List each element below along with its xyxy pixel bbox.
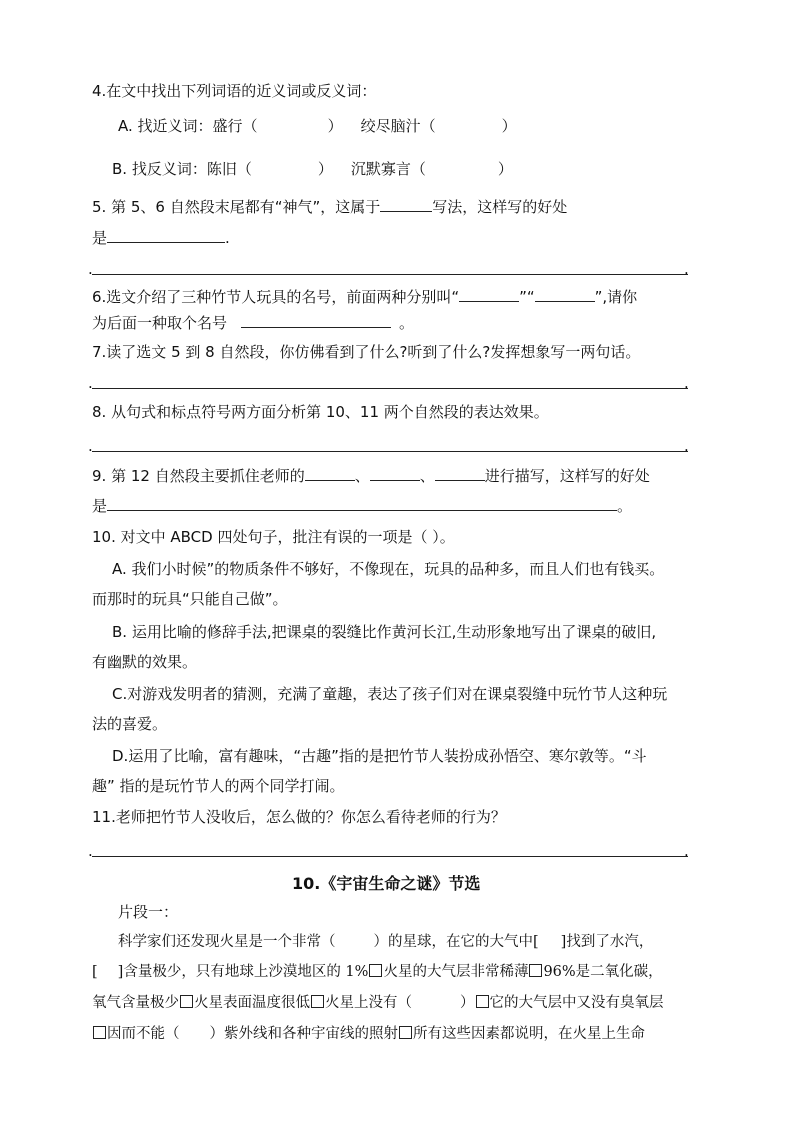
passage-4c: 所有这些因素都说明，在火星上生命 bbox=[413, 1026, 645, 1042]
q4a-word2: 绞尽脑汁（ bbox=[360, 117, 436, 135]
q4a-label: A. 找近义词： bbox=[118, 117, 213, 135]
q9-text-a: 9. 第 12 自然段主要抓住老师的 bbox=[92, 467, 305, 485]
passage-2d: 96%是二氧化碳， bbox=[543, 964, 663, 980]
q5-blank2[interactable] bbox=[107, 227, 225, 243]
q5-end: . bbox=[225, 229, 230, 247]
q5-text-c: 是 bbox=[92, 229, 108, 247]
q10-option-a-line2: 而那时的玩具“只能自己做”。 bbox=[92, 590, 288, 608]
q10-option-c-line2: 法的喜爱。 bbox=[92, 715, 168, 733]
q11-answer-dot-right: . bbox=[684, 842, 689, 860]
question-4-a bbox=[118, 115, 517, 137]
question-11-stem: 11.老师把竹节人没收后，怎么做的？你怎么看待老师的行为？ bbox=[92, 808, 506, 826]
question-5-line1 bbox=[92, 196, 567, 218]
passage-line-4 bbox=[92, 1023, 645, 1045]
punctuation-box[interactable] bbox=[399, 1026, 412, 1039]
q11-answer-line[interactable] bbox=[92, 856, 688, 857]
q5-answer-line[interactable] bbox=[92, 274, 688, 275]
q8-answer-dot-left: . bbox=[88, 437, 93, 455]
q9-blank1[interactable] bbox=[305, 465, 355, 481]
q9-sep2: 、 bbox=[419, 467, 435, 485]
q5-answer-dot-left: . bbox=[88, 260, 93, 278]
passage-3d: ） bbox=[460, 995, 475, 1011]
q8-answer-line[interactable] bbox=[92, 451, 688, 452]
passage-2c: 火星的大气层非常稀薄 bbox=[383, 964, 529, 980]
passage-3a: 氧气含量极少 bbox=[92, 995, 179, 1011]
q9-blank4[interactable] bbox=[107, 495, 617, 511]
q7-answer-dot-right: . bbox=[684, 374, 689, 392]
q6-end: 。 bbox=[399, 314, 415, 332]
q9-text-c: 是 bbox=[92, 497, 108, 515]
passage-1b: ）的星球，在它的大气中[ bbox=[373, 934, 539, 950]
q6-blank3[interactable] bbox=[241, 312, 391, 328]
passage-3c: 火星上没有（ bbox=[325, 995, 412, 1011]
q11-answer-dot-left: . bbox=[88, 842, 93, 860]
passage-line-1 bbox=[118, 931, 653, 953]
passage-3e: 它的大气层中又没有臭氧层 bbox=[489, 995, 664, 1011]
q6-blank2[interactable] bbox=[535, 286, 595, 302]
punctuation-box[interactable] bbox=[93, 1026, 106, 1039]
fragment-label: 片段一： bbox=[118, 903, 179, 921]
question-7-stem: 7.读了选文 5 到 8 自然段，你仿佛看到了什么?听到了什么?发挥想象写一两句话。 bbox=[92, 343, 641, 361]
q4b-label: B. 找反义词： bbox=[112, 160, 207, 178]
q4b-word1: 陈旧（ bbox=[206, 160, 252, 178]
punctuation-box[interactable] bbox=[476, 995, 489, 1008]
q10-option-b-line2: 有幽默的效果。 bbox=[92, 653, 198, 671]
q6-text-a: 6.选文介绍了三种竹节人玩具的名号，前面两种分别叫“ bbox=[92, 288, 460, 306]
passage-line-2 bbox=[92, 961, 663, 983]
passage-1a: 科学家们还发现火星是一个非常（ bbox=[118, 934, 336, 950]
q6-text-d: 为后面一种取个名号 bbox=[92, 314, 228, 332]
q10-option-d-line1: D.运用了比喻，富有趣味，“古趣”指的是把竹节人装扮成孙悟空、寒尔敦等。“斗 bbox=[112, 747, 647, 765]
q10-option-d-line2: 趣” 指的是玩竹节人的两个同学打闹。 bbox=[92, 777, 345, 795]
question-6-line2 bbox=[92, 312, 414, 334]
question-9-line1 bbox=[92, 465, 650, 487]
q5-answer-dot-right: . bbox=[684, 260, 689, 278]
punctuation-box[interactable] bbox=[311, 995, 324, 1008]
passage-2a: [ bbox=[92, 964, 98, 980]
q9-sep1: 、 bbox=[354, 467, 370, 485]
passage-2b: ]含量极少，只有地球上沙漠地区的 1% bbox=[117, 964, 369, 980]
punctuation-box[interactable] bbox=[180, 995, 193, 1008]
passage-3b: 火星表面温度很低 bbox=[194, 995, 310, 1011]
section-title: 10.《宇宙生命之谜》节选 bbox=[292, 874, 481, 893]
q5-blank1[interactable] bbox=[380, 196, 432, 212]
q5-text-b: 写法，这样写的好处 bbox=[432, 198, 568, 216]
question-9-line2 bbox=[92, 495, 632, 517]
q5-text-a: 5. 第 5、6 自然段末尾都有“神气”，这属于 bbox=[92, 198, 381, 216]
passage-1c: ]找到了水汽， bbox=[560, 934, 654, 950]
q7-answer-dot-left: . bbox=[88, 374, 93, 392]
question-10-stem: 10. 对文中 ABCD 四处句子，批注有误的一项是（ ）。 bbox=[92, 528, 455, 546]
q10-option-a-line1: A. 我们小时候”的物质条件不够好，不像现在，玩具的品种多，而且人们也有钱买。 bbox=[112, 560, 665, 578]
question-8-stem: 8. 从句式和标点符号两方面分析第 10、11 两个自然段的表达效果。 bbox=[92, 403, 549, 421]
q4a-close1: ） bbox=[327, 117, 343, 135]
q6-blank1[interactable] bbox=[459, 286, 519, 302]
question-6-line1 bbox=[92, 286, 637, 308]
q4b-word2: 沉默寡言（ bbox=[350, 160, 426, 178]
q6-text-b: ”“ bbox=[519, 288, 535, 306]
q9-blank3[interactable] bbox=[435, 465, 485, 481]
punctuation-box[interactable] bbox=[369, 964, 382, 977]
q4b-close2: ） bbox=[497, 160, 513, 178]
passage-4a: 因而不能（ bbox=[107, 1026, 180, 1042]
q7-answer-line[interactable] bbox=[92, 388, 688, 389]
q10-option-c-line1: C.对游戏发明者的猜测，充满了童趣，表达了孩子们对在课桌裂缝中玩竹节人这种玩 bbox=[112, 685, 668, 703]
q6-text-c: ”,请你 bbox=[594, 288, 638, 306]
q4a-close2: ） bbox=[501, 117, 517, 135]
punctuation-box[interactable] bbox=[529, 964, 542, 977]
q10-option-b-line1: B. 运用比喻的修辞手法,把课桌的裂缝比作黄河长江,生动形象地写出了课桌的破旧, bbox=[112, 623, 657, 641]
passage-line-3 bbox=[92, 992, 664, 1014]
q9-blank2[interactable] bbox=[370, 465, 420, 481]
q4a-word1: 盛行（ bbox=[212, 117, 258, 135]
q8-answer-dot-right: . bbox=[684, 437, 689, 455]
question-4-stem: 4.在文中找出下列词语的近义词或反义词： bbox=[92, 82, 377, 100]
question-4-b bbox=[112, 158, 513, 180]
passage-4b: ）紫外线和各种宇宙线的照射 bbox=[209, 1026, 398, 1042]
question-5-line2 bbox=[92, 227, 230, 249]
q9-text-b: 进行描写，这样写的好处 bbox=[484, 467, 650, 485]
q4b-close1: ） bbox=[317, 160, 333, 178]
q9-end: 。 bbox=[617, 497, 633, 515]
